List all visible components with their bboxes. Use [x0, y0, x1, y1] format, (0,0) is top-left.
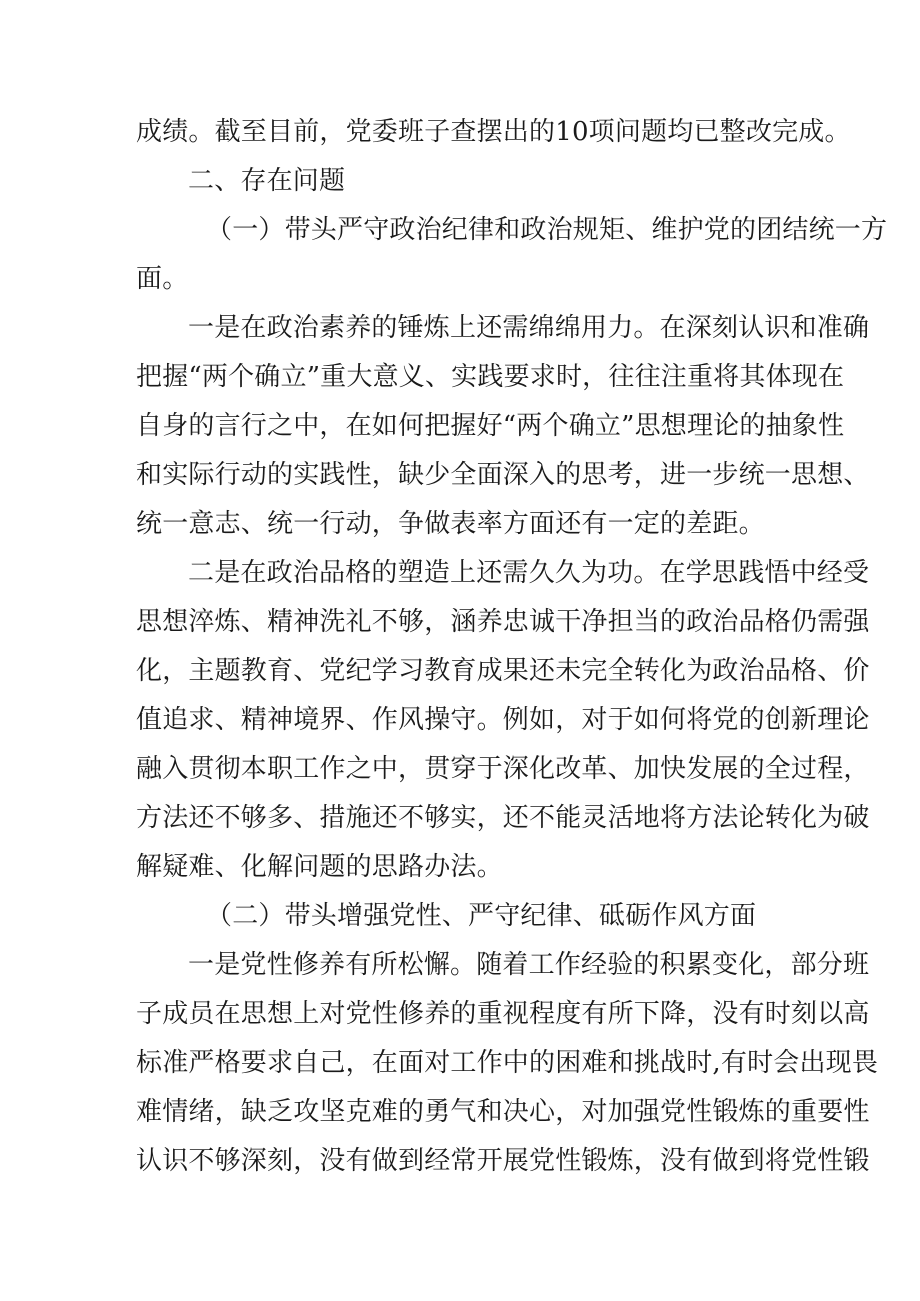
- paragraph-line: 和实际行动的实践性，缺少全面深入的思考，进一步统一思想、: [136, 460, 870, 490]
- paragraph-line: 认识不够深刻，没有做到经常开展党性锻炼，没有做到将党性锻: [136, 1146, 870, 1176]
- paragraph-line: 融入贯彻本职工作之中，贯穿于深化改革、加快发展的全过程，: [136, 754, 870, 784]
- paragraph-line: 自身的言行之中，在如何把握好“两个确立”思想理论的抽象性: [136, 411, 845, 441]
- paragraph-line: 化，主题教育、党纪学习教育成果还未完全转化为政治品格、价: [136, 656, 870, 686]
- paragraph-line: 成绩。截至目前，党委班子查摆出的10项问题均已整改完成。: [136, 117, 851, 147]
- paragraph-line: 方法还不够多、措施还不够实，还不能灵活地将方法论转化为破: [136, 803, 870, 833]
- paragraph-line: 值追求、精神境界、作风操守。例如，对于如何将党的创新理论: [136, 705, 870, 735]
- document-body: [136, 108, 888, 1186]
- paragraph-line: 一是党性修养有所松懈。随着工作经验的积累变化，部分班: [188, 950, 870, 980]
- paragraph-line: 难情绪，缺乏攻坚克难的勇气和决心，对加强党性锻炼的重要性: [136, 1097, 870, 1127]
- paragraph-line: 解疑难、化解问题的思路办法。: [136, 852, 503, 882]
- paragraph-line: 把握“两个确立”重大意义、实践要求时，往往注重将其体现在: [136, 362, 845, 392]
- paragraph-line: 一是在政治素养的锤炼上还需绵绵用力。在深刻认识和准确: [188, 313, 870, 343]
- section-heading: 二、存在问题: [188, 166, 346, 196]
- subsection-heading: （二）带头增强党性、严守纪律、砥砺作风方面: [206, 901, 757, 931]
- paragraph-line: 二是在政治品格的塑造上还需久久为功。在学思践悟中经受: [188, 558, 870, 588]
- paragraph-line: 统一意志、统一行动，争做表率方面还有一定的差距。: [136, 509, 765, 539]
- paragraph-line: 子成员在思想上对党性修养的重视程度有所下降，没有时刻以高: [136, 999, 870, 1029]
- subsection-heading-cont: 面。: [136, 264, 189, 294]
- subsection-heading: （一）带头严守政治纪律和政治规矩、维护党的团结统一方: [206, 215, 888, 245]
- paragraph-line: 思想淬炼、精神洗礼不够，涵养忠诚干净担当的政治品格仍需强: [136, 607, 870, 637]
- paragraph-line: 标准严格要求自己，在面对工作中的困难和挑战时,有时会出现畏: [136, 1048, 879, 1078]
